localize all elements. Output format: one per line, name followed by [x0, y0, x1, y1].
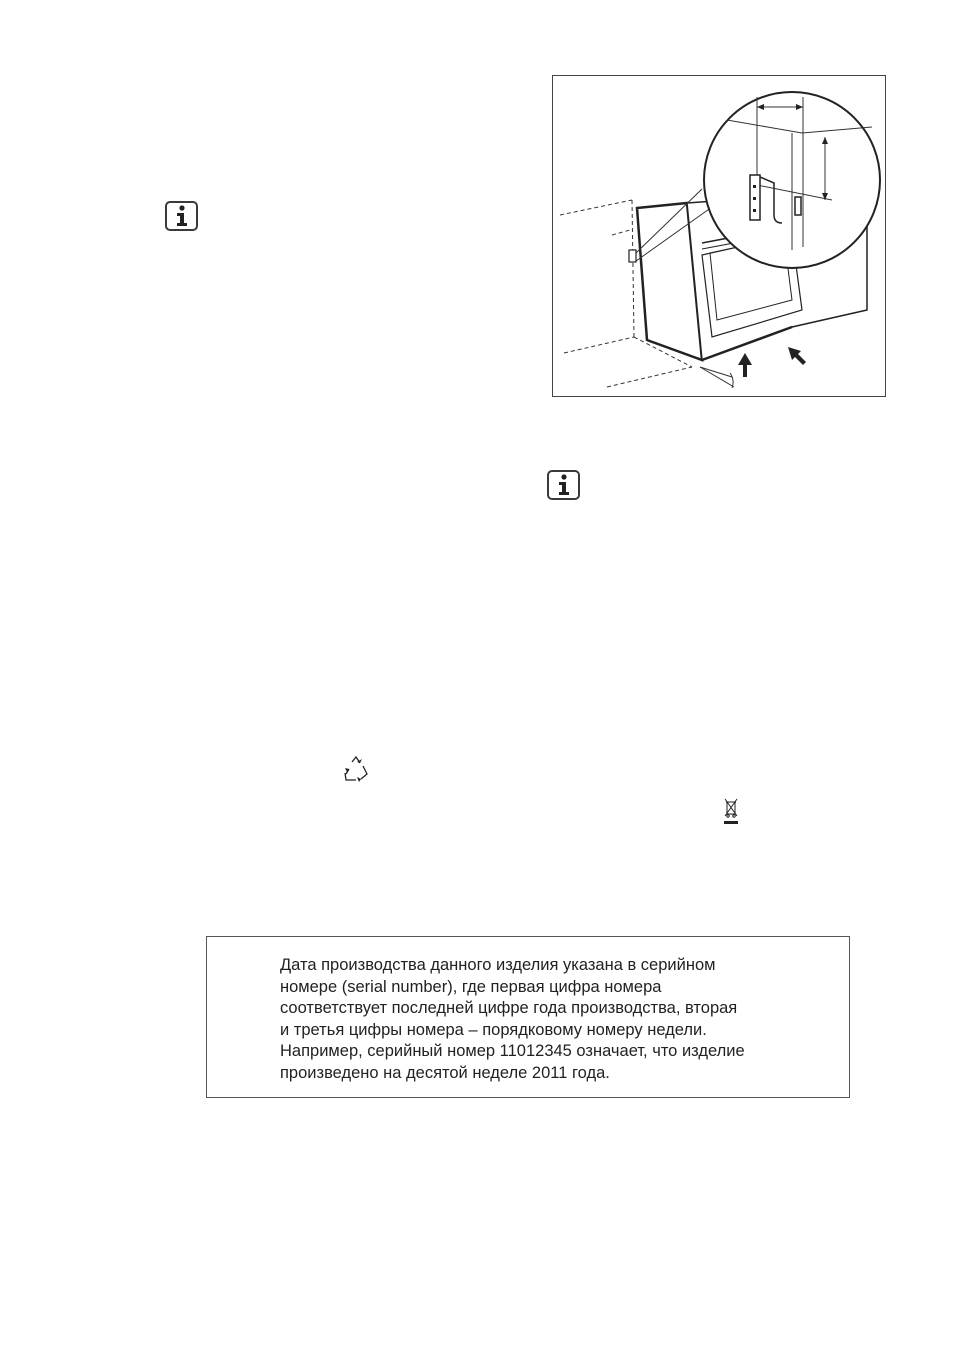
- manufacture-date-notice: [206, 936, 850, 1098]
- info-icon: [547, 470, 580, 500]
- info-icon: [165, 201, 198, 231]
- notice-line: соответствует последней цифре года производства, вторая: [280, 999, 738, 1017]
- crossed-out-bin-icon: [722, 796, 740, 826]
- notice-line: номере (serial number), где первая цифра номера: [280, 977, 662, 996]
- notice-line: Дата производства данного изделия указана в серийном: [280, 956, 716, 974]
- notice-text: [280, 955, 840, 1084]
- oven-installation-diagram: [552, 75, 886, 397]
- notice-line: и третья цифры номера – порядковому номеру недели.: [280, 1020, 707, 1039]
- notice-line: произведено на десятой неделе 2011 года.: [280, 1063, 610, 1082]
- recycle-icon: [342, 755, 370, 783]
- notice-line: Например, серийный номер 11012345 означает, что изделие: [280, 1042, 745, 1060]
